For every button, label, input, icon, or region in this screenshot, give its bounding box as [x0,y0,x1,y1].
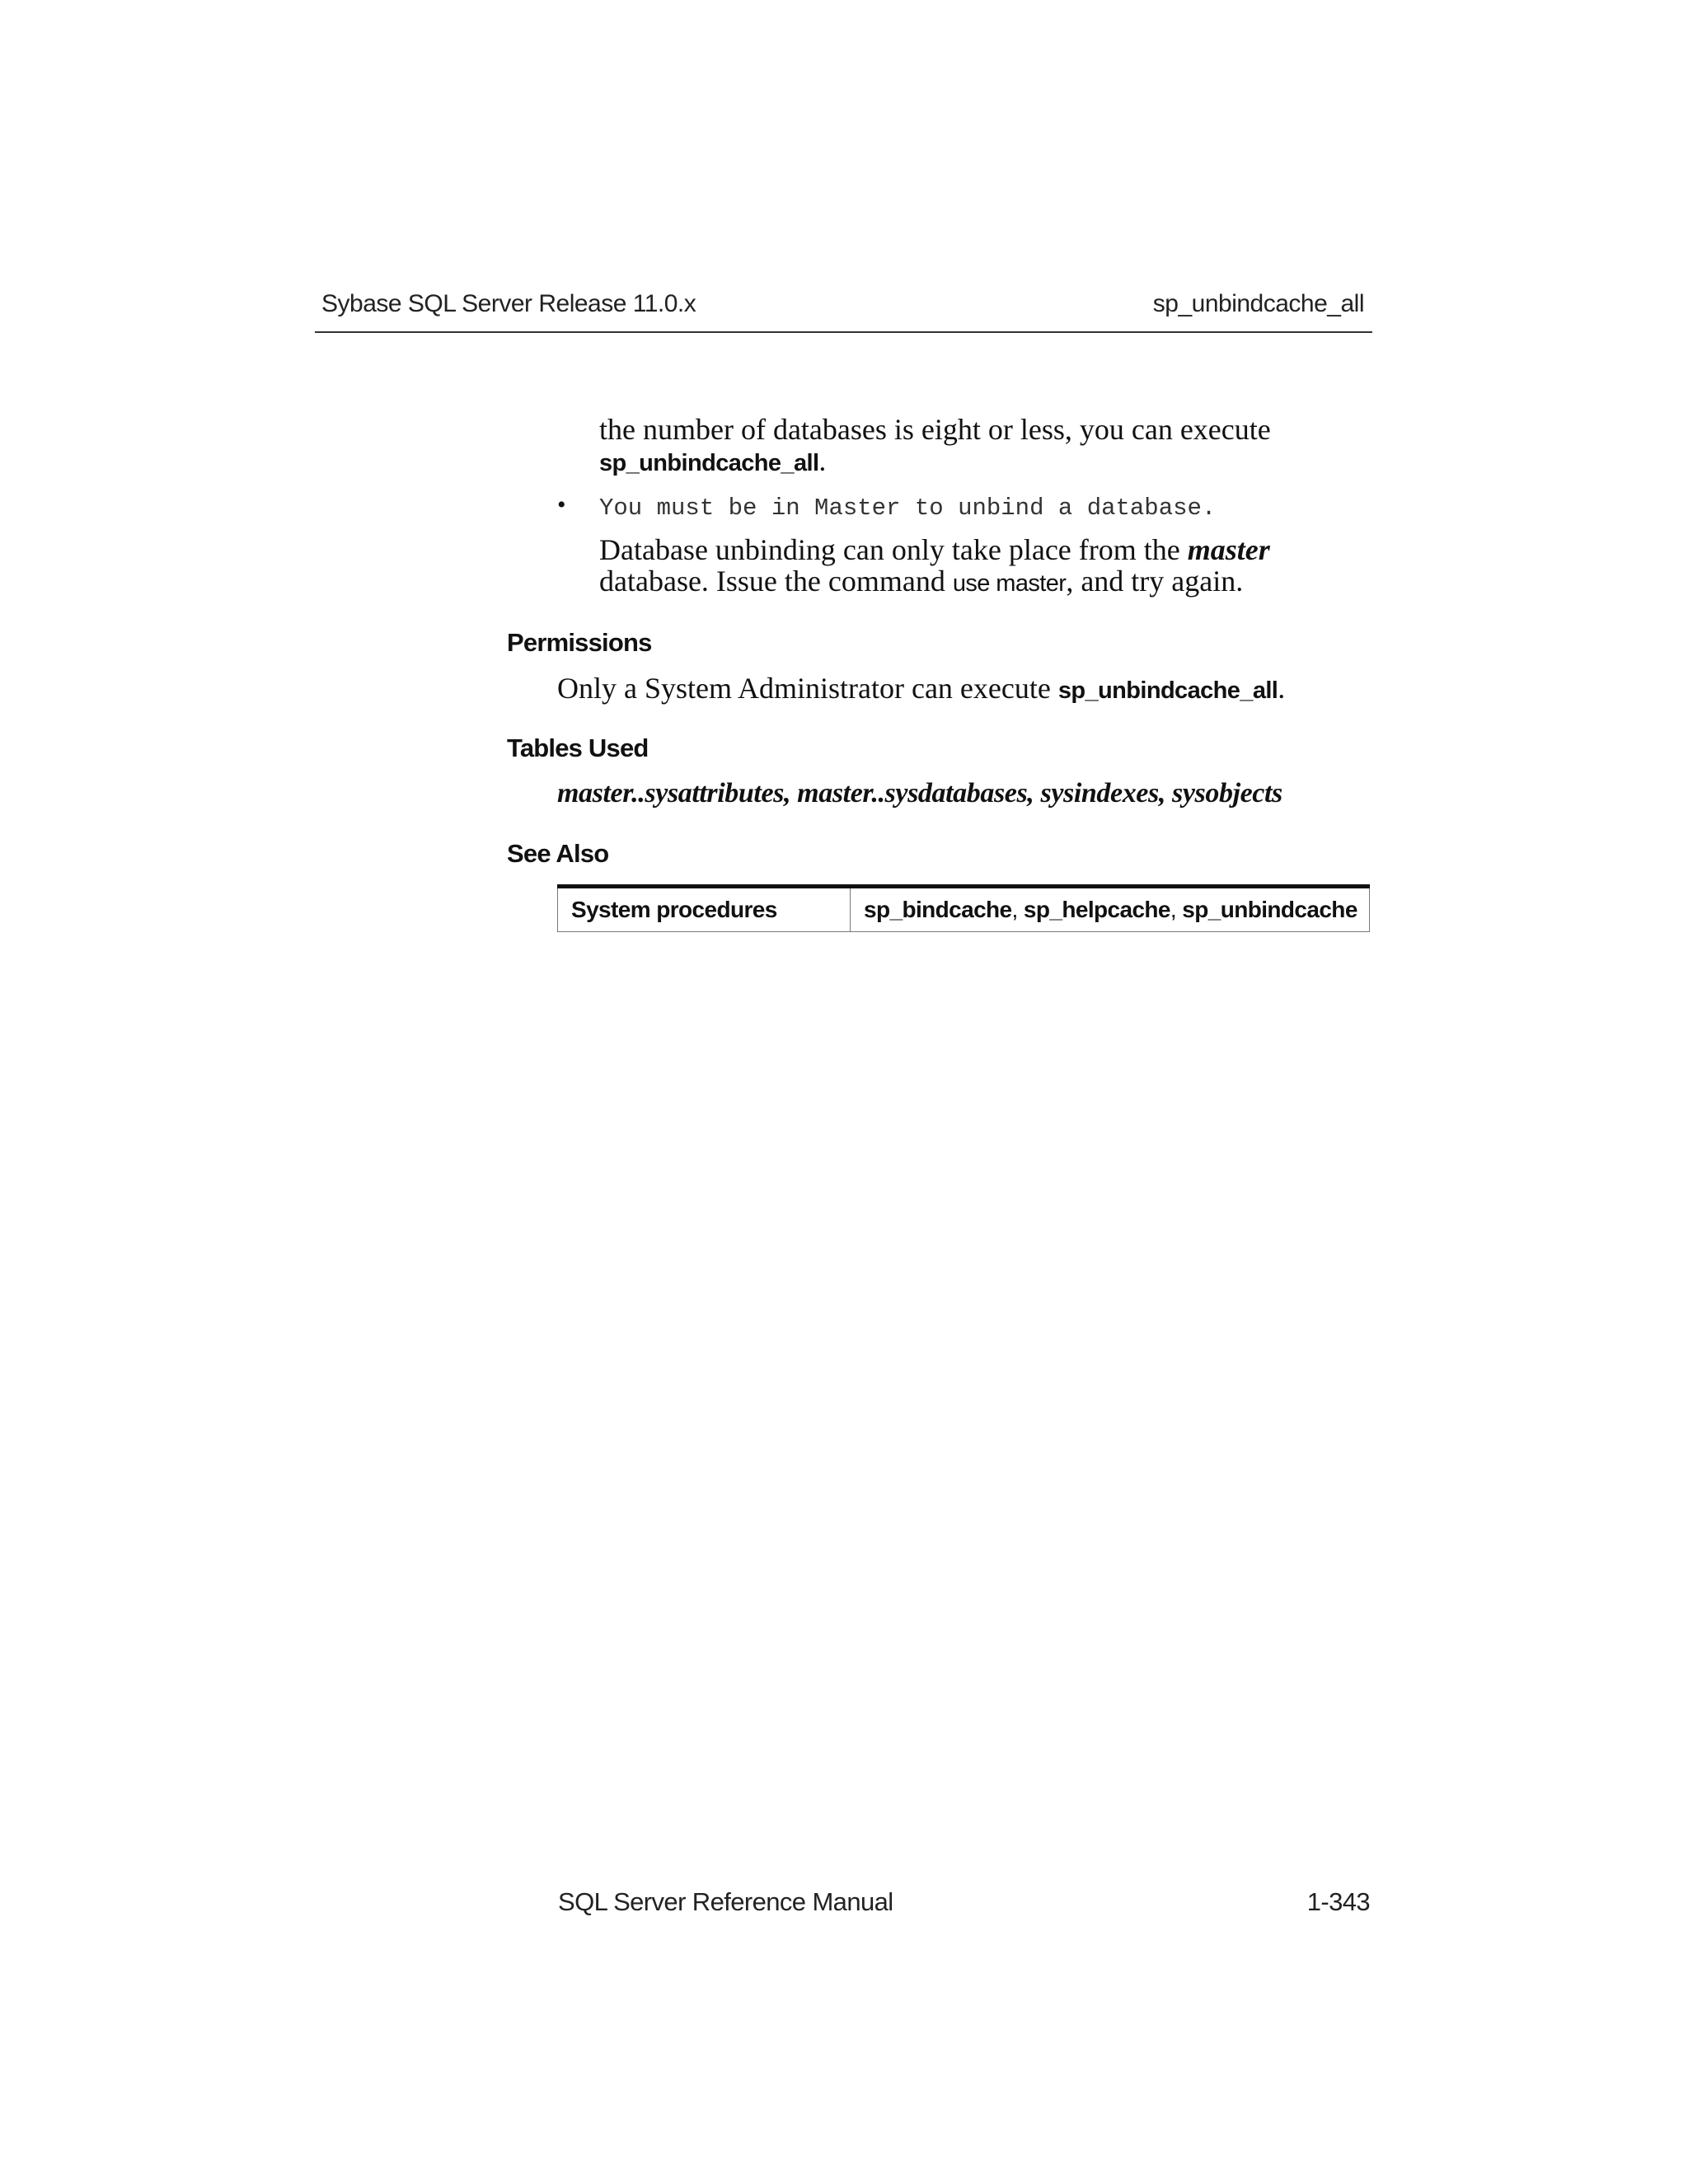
page-number: 1-343 [1306,1887,1370,1916]
error-desc-line-2 [599,565,1270,599]
see-also-item-2: sp_helpcache [1023,897,1170,922]
header-title: Sybase SQL Server Release 11.0.x [321,290,696,317]
intro-line-2 [599,445,1271,479]
intro-line-1: the number of databases is eight or less, you can execute [599,413,1271,446]
error-desc-line-1 [599,534,1270,565]
bullet-icon: • [557,491,566,518]
see-also-item-1: sp_bindcache [864,897,1012,922]
error-desc-text-3: , and try again. [1066,565,1244,598]
see-also-category: System procedures [558,887,851,932]
see-also-sep-1: , [1011,897,1024,922]
error-message: You must be in Master to unbind a database. [599,494,1217,522]
tables-used-list: master..sysattributes, master..sysdatabases, sysindexes, sysobjects [557,778,1282,808]
permissions-text [557,673,1285,706]
permissions-code: sp_unbindcache_all [1057,677,1278,704]
see-also-table [557,884,1370,932]
intro-period: . [818,444,827,477]
use-master-code: use master [952,570,1067,597]
error-desc-text-1: Database unbinding can only take place from the [599,533,1188,566]
tables-used-heading: Tables Used [507,733,649,762]
see-also-heading: See Also [507,839,609,868]
error-description [599,534,1270,599]
see-also-sep-2: , [1170,897,1183,922]
intro-code: sp_unbindcache_all [599,450,819,476]
master-italic: master [1187,533,1270,566]
error-desc-text-2: database. Issue the command [599,565,953,598]
footer-title: SQL Server Reference Manual [558,1887,893,1916]
see-also-items [851,887,1370,932]
header-topic: sp_unbindcache_all [1152,290,1364,317]
see-also-item-3: sp_unbindcache [1182,897,1357,922]
running-header [315,290,1372,333]
permissions-heading: Permissions [507,628,652,657]
permissions-period: . [1278,672,1286,705]
permissions-prefix: Only a System Administrator can execute [557,672,1058,705]
intro-paragraph [599,414,1271,479]
table-row [558,887,1370,932]
